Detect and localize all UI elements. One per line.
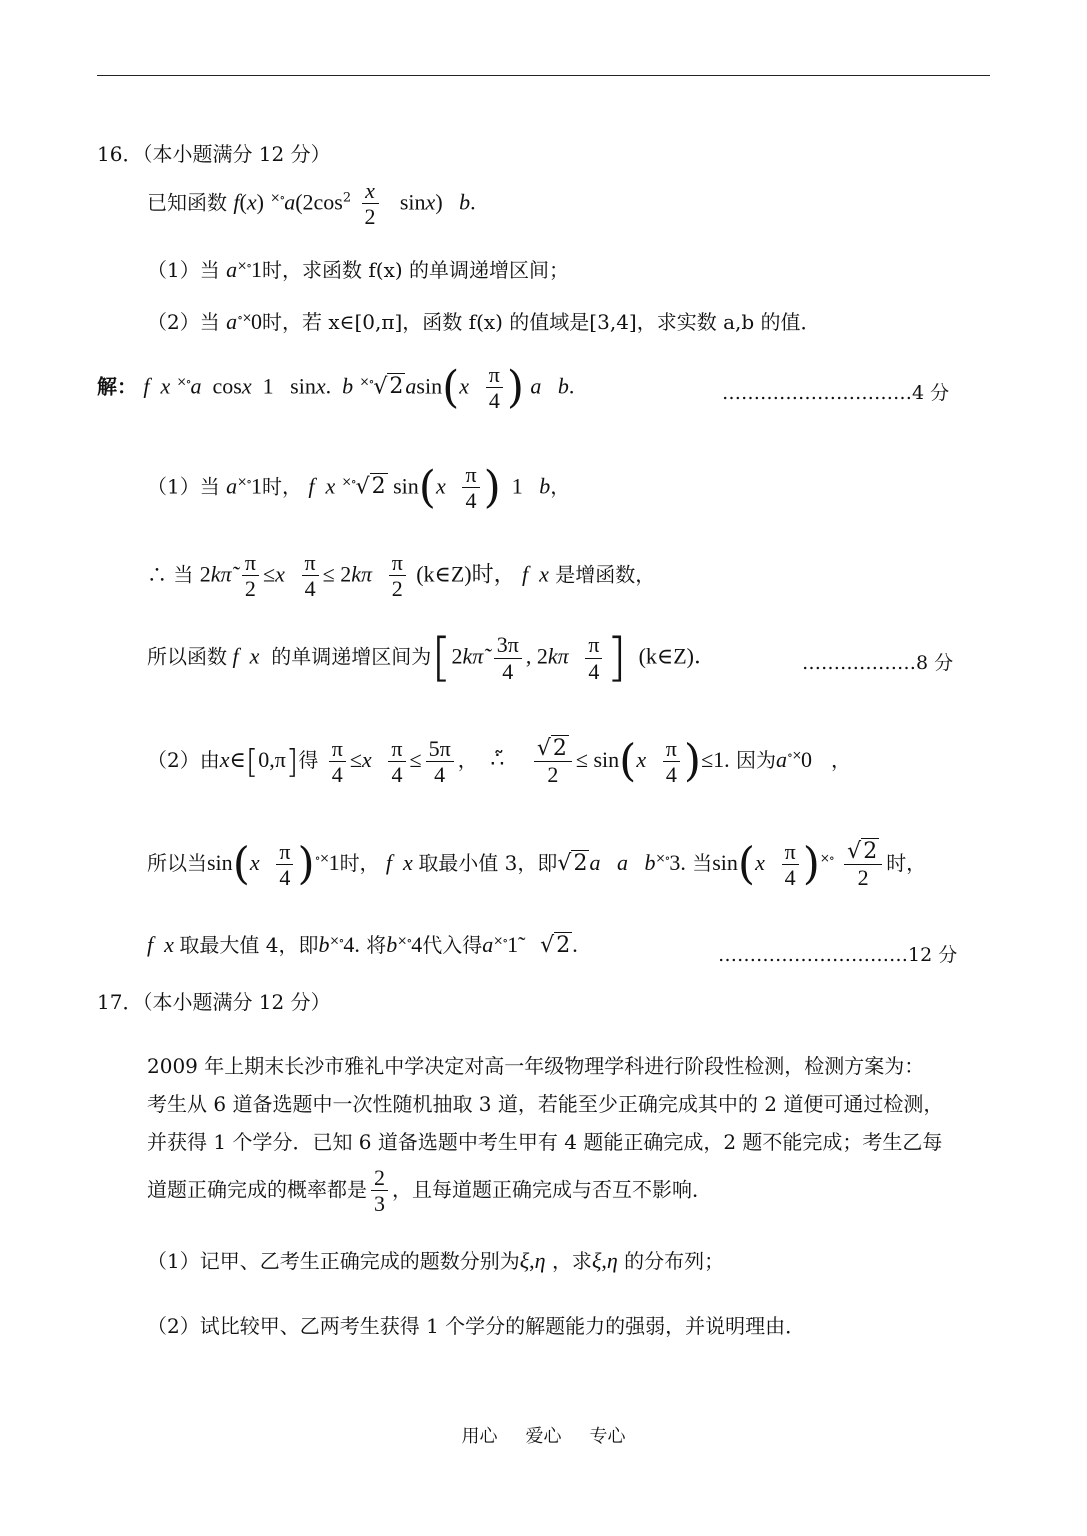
score-8: ………………8 分 <box>802 652 954 674</box>
q17-para-line1: 2009 年上期末长沙市雅礼中学决定对高一年级物理学科进行阶段性检测，检测方案为： <box>147 1054 925 1078</box>
q16-sol1-line3: 所以函数 f x 的单调递增区间为[2kπ̃ $\frac{3\pi}{4}$ , 2kπ $\frac{\pi}{4}$ ] (k∈Z)． <box>147 628 716 688</box>
q16-part2: （2）当 a∘×0时，若 x∈[0,π]，函数 f(x) 的值域是[3,4]，求实数 a,b 的值． <box>147 309 821 334</box>
q17-para-line4: 道题正确完成的概率都是 $\frac{2}{3}$ ，且每道题正确完成与否互不影响． <box>147 1165 712 1217</box>
q16-sol2-line1: （2）由x∈[0,π]得 $\frac{\pi}{4}$ ≤x $\frac{\pi}{4}$ ≤ $\frac{5\pi}{4}$ ， ∴̃ $\frac{√2}{2}$ ≤ sin(x $\frac{\pi}{4}$ )≤1. 因为a∘×0 ， <box>147 735 852 788</box>
q16-solution-intro: 解： f x ×∘a cosx 1 sinx. b ×∘√2asin(x $\frac{\pi}{4}$ ) a b. <box>97 361 575 414</box>
q17-header: 17．（本小题满分 12 分） <box>97 990 331 1014</box>
q16-header: 16．（本小题满分 12 分） <box>97 142 331 166</box>
score-4: …………………………4 分 <box>722 382 950 404</box>
page-footer: 用心 爱心 专心 <box>461 1426 626 1447</box>
q16-function-line: 已知函数 f(x) $^{\times\circ}a(2\cos^2$ $\frac{x}{2}$ sinx) b. <box>147 178 476 230</box>
q16-sol2-line3: f x 取最大值 4，即b×∘4. 将b×∘4代入得a×∘1̃ √2. <box>147 932 578 958</box>
q17-part1: （1）记甲、乙考生正确完成的题数分别为ξ,η ，求ξ,η 的分布列； <box>147 1248 725 1273</box>
q16-sol1-line1: （1）当 a×∘1时， f x ×∘√2 sin(x $\frac{\pi}{4}$ ) 1 b， <box>147 461 571 514</box>
q17-part2: （2）试比较甲、乙两考生获得 1 个学分的解题能力的强弱，并说明理由． <box>147 1314 806 1338</box>
q17-paragraph <box>147 1047 997 1217</box>
q17-para-line2: 考生从 6 道备选题中一次性随机抽取 3 道，若能至少正确完成其中的 2 道便可通过检测， <box>147 1092 944 1116</box>
q16-sol1-line2: ∴ 当 2kπ̃ $\frac{\pi}{2}$ ≤x $\frac{\pi}{4}$ ≤ 2kπ $\frac{\pi}{2}$ (k∈Z)时， f x 是增函数， <box>147 550 656 602</box>
q17-para-line3: 并获得 1 个学分．已知 6 道备选题中考生甲有 4 题能正确完成，2 题不能完成；考生乙每 <box>147 1130 943 1154</box>
header-rule <box>97 75 990 76</box>
q16-sol2-line2: 所以当sin(x $\frac{\pi}{4}$ )∘×1时， f x 取最小值 3，即√2a a b×∘3. 当sin(x $\frac{\pi}{4}$ )×∘ $\frac{√2}{2}$ 时， <box>147 838 927 891</box>
q16-part1: （1）当 a×∘1时，求函数 f(x) 的单调递增区间； <box>147 257 570 282</box>
score-12: …………………………12 分 <box>718 944 958 966</box>
